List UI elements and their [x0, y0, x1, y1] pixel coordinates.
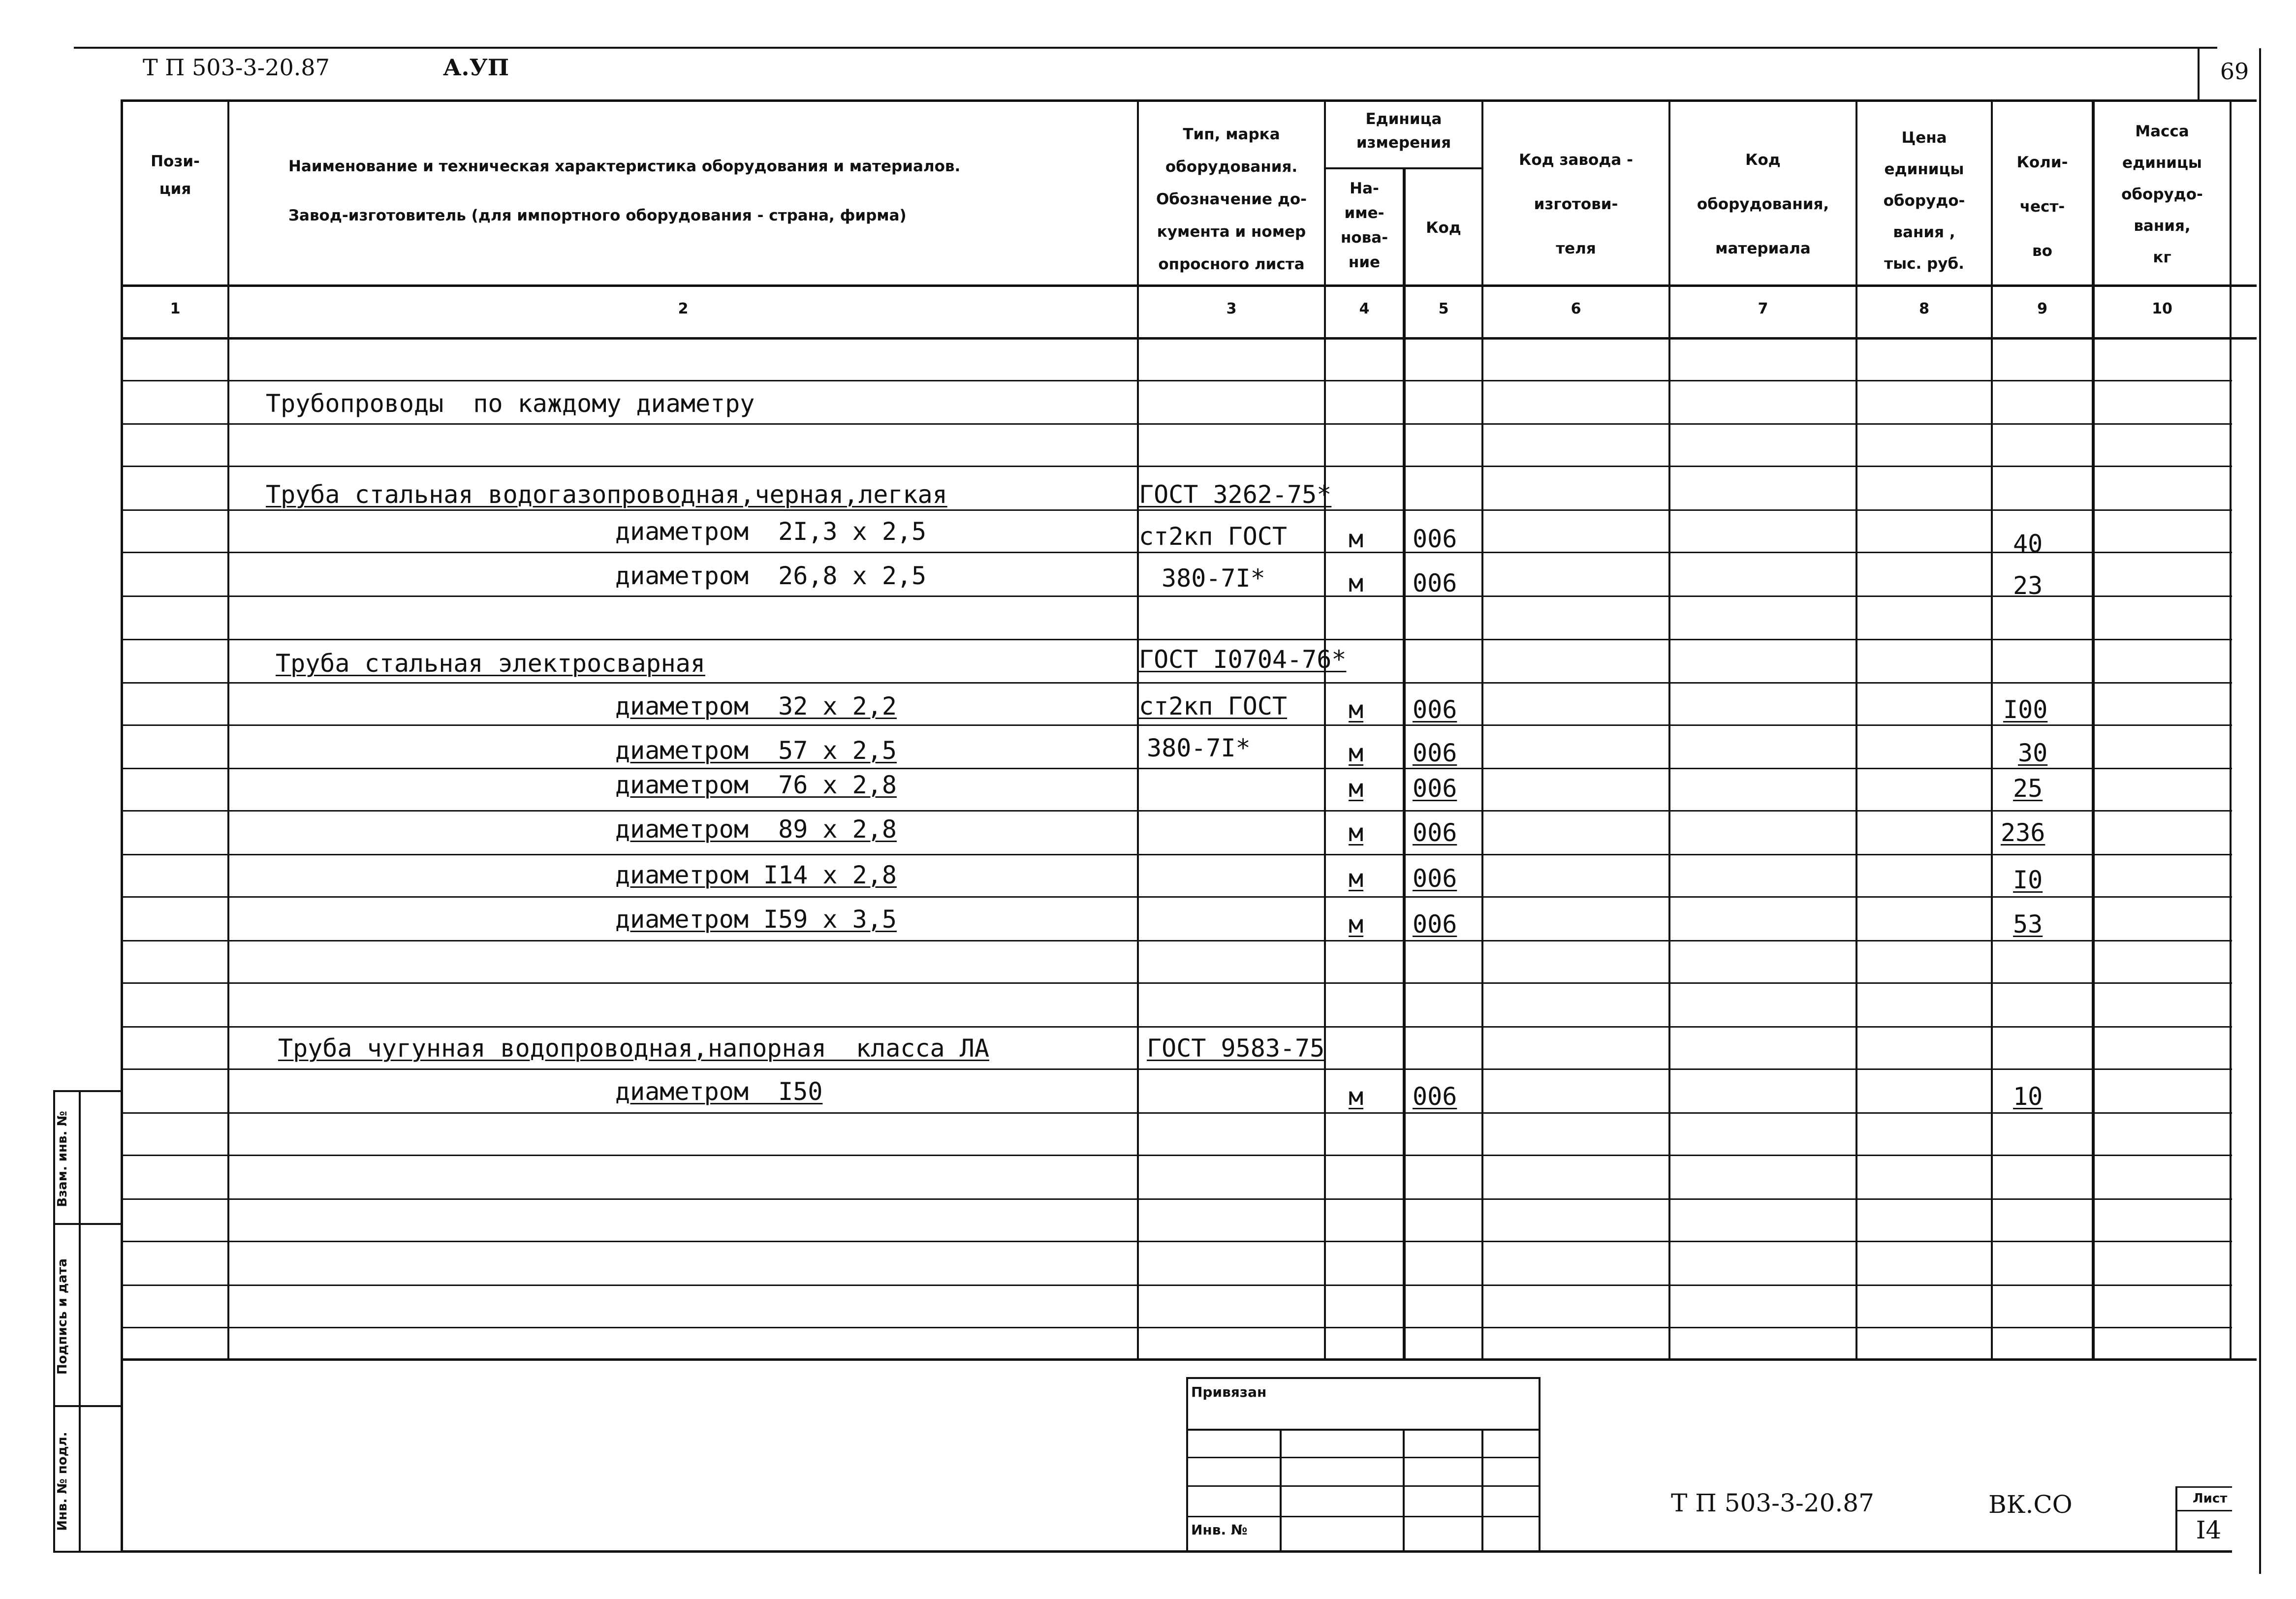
table-row-name: Труба чугунная водопроводная,напорная класса ЛА: [278, 1034, 989, 1063]
table-row-unit: м: [1349, 569, 1364, 597]
header-album: А.УП: [443, 54, 509, 81]
page-number: 69: [2220, 58, 2249, 85]
col-header-mass: Масса единицы оборудо- вания, кг: [2121, 123, 2203, 266]
bound-label: Привязан: [1191, 1384, 1267, 1400]
inv-label: Инв. №: [1191, 1522, 1248, 1538]
col-number: 2: [678, 300, 689, 317]
table-row-code: 006: [1413, 695, 1457, 724]
table-row-unit: м: [1349, 525, 1364, 553]
side-label-replace-inv: Взам. инв. №: [55, 1111, 70, 1207]
col-header-quantity: Коли- чест- во: [2016, 154, 2068, 260]
col-number: 7: [1758, 300, 1768, 317]
side-label-inv-original: Инв. № подл.: [55, 1432, 70, 1531]
table-row-code: 006: [1413, 864, 1457, 893]
table-row-code: 006: [1413, 525, 1457, 553]
table-row-unit: м: [1349, 774, 1364, 803]
table-row-name: диаметром 57 х 2,5: [615, 736, 897, 765]
sheet-label: Лист: [2193, 1491, 2228, 1506]
table-row-type: ГОСТ I0704-76*: [1139, 645, 1347, 674]
sheet-number: I4: [2196, 1516, 2222, 1544]
table-row-qty: 40: [2013, 530, 2043, 558]
side-label-signature-date: Подпись и дата: [55, 1258, 70, 1375]
col-number: 5: [1438, 300, 1449, 317]
table-row-name: Труба стальная водогазопроводная,черная,легкая: [266, 480, 947, 509]
table-row-code: 006: [1413, 739, 1457, 767]
table-row-code: 006: [1413, 818, 1457, 847]
col-number: 1: [170, 300, 181, 317]
col-number: 10: [2152, 300, 2172, 317]
table-row-qty: I0: [2013, 866, 2043, 894]
col-header-unit-code: Код: [1426, 219, 1461, 237]
table-row-code: 006: [1413, 774, 1457, 803]
table-row-code: 006: [1413, 569, 1457, 597]
table-row-qty: I00: [2003, 695, 2048, 724]
table-row-name: Трубопроводы по каждому диаметру: [266, 389, 755, 418]
col-number: 3: [1226, 300, 1237, 317]
table-row-name: диаметром I50: [615, 1077, 823, 1106]
table-row-qty: 10: [2013, 1082, 2043, 1111]
table-row-name: диаметром 76 х 2,8: [615, 771, 897, 799]
table-row-type: 380-7I*: [1162, 564, 1265, 593]
unit-group-header: Единица измерения: [1356, 110, 1451, 152]
table-row-name: диаметром I14 х 2,8: [615, 861, 897, 889]
table-row-type: ГОСТ 3262-75*: [1139, 480, 1332, 509]
table-row-type: ГОСТ 9583-75: [1147, 1034, 1325, 1063]
table-row-code: 006: [1413, 1082, 1457, 1111]
table-row-unit: м: [1349, 910, 1364, 939]
table-row-name: диаметром 32 х 2,2: [615, 692, 897, 721]
col-number: 4: [1359, 300, 1370, 317]
table-row-name: диаметром 2I,3 х 2,5: [615, 517, 927, 546]
col-number: 9: [2037, 300, 2047, 317]
col-number: 6: [1571, 300, 1581, 317]
header-doc-code: Т П 503-3-20.87: [143, 54, 330, 81]
col-header-plant-code: Код завода - изготови- теля: [1519, 151, 1633, 257]
table-row-unit: м: [1349, 818, 1364, 847]
table-row-name: диаметром 26,8 х 2,5: [615, 562, 927, 590]
table-row-type: ст2кп ГОСТ: [1139, 522, 1288, 551]
table-row-code: 006: [1413, 910, 1457, 939]
col-header-name: Наименование и техническая характеристика оборудования и материалов. Завод-изготовитель (для импортного оборудования - страна, фирма): [288, 157, 961, 224]
col-number: 8: [1919, 300, 1929, 317]
table-row-unit: м: [1349, 695, 1364, 724]
col-header-position: Пози- ция: [151, 153, 200, 198]
table-row-type: 380-7I*: [1147, 734, 1251, 762]
table-row-unit: м: [1349, 739, 1364, 767]
table-row-qty: 30: [2018, 739, 2048, 767]
title-doc-code: Т П 503-3-20.87: [1671, 1489, 1874, 1517]
table-row-name: диаметром 89 х 2,8: [615, 815, 897, 844]
col-header-price: Цена единицы оборудо- вания , тыс. руб.: [1883, 129, 1965, 273]
table-row-unit: м: [1349, 864, 1364, 893]
table-row-unit: м: [1349, 1082, 1364, 1111]
table-row-name: Труба стальная электросварная: [276, 649, 705, 678]
table-row-qty: 25: [2013, 774, 2043, 803]
col-header-type: Тип, марка оборудования. Обозначение до- кумента и номер опросного листа: [1156, 125, 1307, 273]
table-row-name: диаметром I59 х 3,5: [615, 905, 897, 934]
table-row-type: ст2кп ГОСТ: [1139, 692, 1288, 721]
table-row-qty: 23: [2013, 571, 2043, 600]
table-row-qty: 53: [2013, 910, 2043, 939]
col-header-equipment-code: Код оборудования, материала: [1697, 151, 1829, 257]
table-row-qty: 236: [2001, 818, 2045, 847]
title-mark: ВК.СО: [1988, 1490, 2073, 1519]
col-header-unit-name: На- име- нова- ние: [1340, 180, 1388, 271]
